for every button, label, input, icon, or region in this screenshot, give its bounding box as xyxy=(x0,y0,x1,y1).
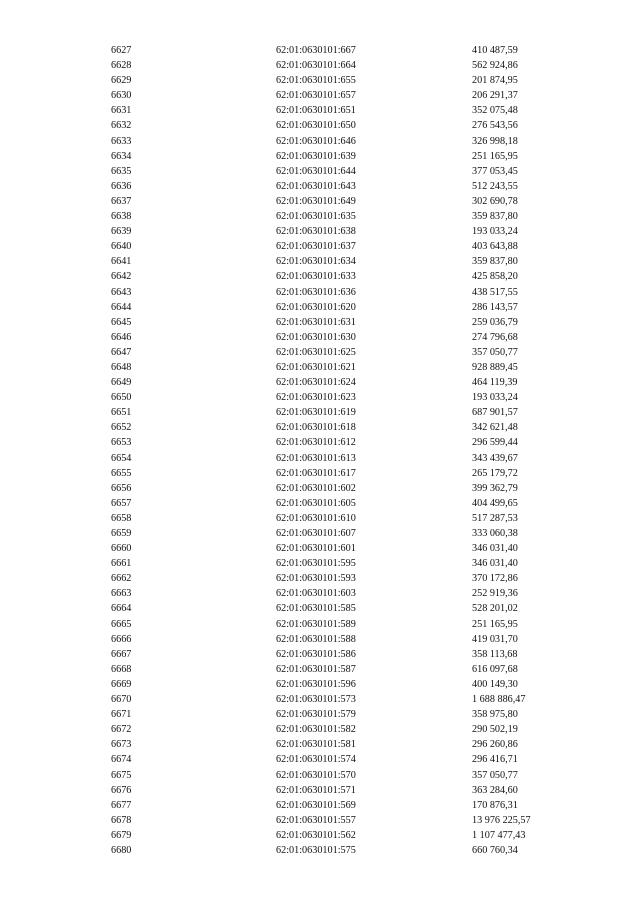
cadastral-value: 251 165,95 xyxy=(472,150,518,162)
row-number: 6644 xyxy=(111,301,132,313)
cadastral-number: 62:01:0630101:623 xyxy=(276,392,356,404)
cadastral-number: 62:01:0630101:612 xyxy=(276,437,356,449)
table-row xyxy=(0,813,640,828)
table-row xyxy=(0,43,640,58)
cadastral-value: 660 760,34 xyxy=(472,844,518,856)
cadastral-value: 358 113,68 xyxy=(472,648,518,660)
table-row xyxy=(0,209,640,224)
row-number: 6663 xyxy=(111,588,132,600)
table-row xyxy=(0,511,640,526)
row-number: 6664 xyxy=(111,603,132,615)
row-number: 6635 xyxy=(111,165,132,177)
cadastral-value: 377 053,45 xyxy=(472,165,518,177)
cadastral-value: 193 033,24 xyxy=(472,226,518,238)
row-number: 6645 xyxy=(111,316,132,328)
cadastral-value: 343 439,67 xyxy=(472,452,518,464)
cadastral-value: 928 889,45 xyxy=(472,361,518,373)
row-number: 6678 xyxy=(111,814,132,826)
cadastral-value: 528 201,02 xyxy=(472,603,518,615)
cadastral-value: 296 416,71 xyxy=(472,754,518,766)
cadastral-value: 265 179,72 xyxy=(472,467,518,479)
table-row xyxy=(0,798,640,813)
cadastral-value: 419 031,70 xyxy=(472,633,518,645)
table-row xyxy=(0,269,640,284)
row-number: 6650 xyxy=(111,392,132,404)
cadastral-value: 170 876,31 xyxy=(472,799,518,811)
table-row xyxy=(0,752,640,767)
cadastral-number: 62:01:0630101:579 xyxy=(276,709,356,721)
table-row xyxy=(0,601,640,616)
table-row xyxy=(0,783,640,798)
row-number: 6627 xyxy=(111,45,132,56)
row-number: 6668 xyxy=(111,663,132,675)
row-number: 6638 xyxy=(111,211,132,223)
cadastral-value: 410 487,59 xyxy=(472,45,518,56)
table-row xyxy=(0,405,640,420)
row-number: 6636 xyxy=(111,180,132,192)
table-row xyxy=(0,194,640,209)
cadastral-number: 62:01:0630101:633 xyxy=(276,271,356,283)
cadastral-number: 62:01:0630101:651 xyxy=(276,105,356,117)
row-number: 6680 xyxy=(111,844,132,856)
row-number: 6677 xyxy=(111,799,132,811)
cadastral-number: 62:01:0630101:625 xyxy=(276,346,356,358)
table-row xyxy=(0,722,640,737)
cadastral-number: 62:01:0630101:619 xyxy=(276,407,356,419)
row-number: 6665 xyxy=(111,618,132,630)
table-row xyxy=(0,662,640,677)
cadastral-number: 62:01:0630101:593 xyxy=(276,573,356,585)
cadastral-value: 358 975,80 xyxy=(472,709,518,721)
cadastral-number: 62:01:0630101:664 xyxy=(276,60,356,72)
cadastral-number: 62:01:0630101:631 xyxy=(276,316,356,328)
cadastral-number: 62:01:0630101:638 xyxy=(276,226,356,238)
cadastral-number: 62:01:0630101:582 xyxy=(276,724,356,736)
row-number: 6631 xyxy=(111,105,132,117)
table-row xyxy=(0,164,640,179)
table-row xyxy=(0,134,640,149)
cadastral-number: 62:01:0630101:667 xyxy=(276,45,356,56)
table-row xyxy=(0,88,640,103)
table-row xyxy=(0,692,640,707)
table-row xyxy=(0,768,640,783)
cadastral-number: 62:01:0630101:601 xyxy=(276,543,356,555)
cadastral-number: 62:01:0630101:603 xyxy=(276,588,356,600)
table-row xyxy=(0,179,640,194)
cadastral-value: 464 119,39 xyxy=(472,377,518,389)
table-row xyxy=(0,420,640,435)
table-row xyxy=(0,571,640,586)
cadastral-number: 62:01:0630101:621 xyxy=(276,361,356,373)
cadastral-number: 62:01:0630101:646 xyxy=(276,135,356,147)
cadastral-number: 62:01:0630101:636 xyxy=(276,286,356,298)
cadastral-number: 62:01:0630101:637 xyxy=(276,241,356,253)
row-number: 6642 xyxy=(111,271,132,283)
cadastral-value: 357 050,77 xyxy=(472,769,518,781)
cadastral-number: 62:01:0630101:588 xyxy=(276,633,356,645)
document-table xyxy=(0,43,640,858)
cadastral-value: 342 621,48 xyxy=(472,422,518,434)
cadastral-value: 193 033,24 xyxy=(472,392,518,404)
row-number: 6639 xyxy=(111,226,132,238)
cadastral-value: 346 031,40 xyxy=(472,558,518,570)
row-number: 6679 xyxy=(111,829,132,841)
row-number: 6632 xyxy=(111,120,132,132)
cadastral-number: 62:01:0630101:569 xyxy=(276,799,356,811)
row-number: 6674 xyxy=(111,754,132,766)
row-number: 6670 xyxy=(111,694,132,706)
row-number: 6651 xyxy=(111,407,132,419)
cadastral-value: 399 362,79 xyxy=(472,482,518,494)
cadastral-number: 62:01:0630101:589 xyxy=(276,618,356,630)
row-number: 6672 xyxy=(111,724,132,736)
table-row xyxy=(0,300,640,315)
row-number: 6669 xyxy=(111,678,132,690)
table-row xyxy=(0,556,640,571)
row-number: 6675 xyxy=(111,769,132,781)
cadastral-value: 687 901,57 xyxy=(472,407,518,419)
cadastral-value: 616 097,68 xyxy=(472,663,518,675)
table-row xyxy=(0,285,640,300)
row-number: 6671 xyxy=(111,709,132,721)
table-row xyxy=(0,828,640,843)
cadastral-value: 425 858,20 xyxy=(472,271,518,283)
row-number: 6641 xyxy=(111,256,132,268)
cadastral-number: 62:01:0630101:605 xyxy=(276,497,356,509)
cadastral-value: 438 517,55 xyxy=(472,286,518,298)
table-row xyxy=(0,647,640,662)
cadastral-number: 62:01:0630101:634 xyxy=(276,256,356,268)
cadastral-number: 62:01:0630101:575 xyxy=(276,844,356,856)
cadastral-value: 206 291,37 xyxy=(472,90,518,102)
row-number: 6630 xyxy=(111,90,132,102)
table-row xyxy=(0,737,640,752)
row-number: 6643 xyxy=(111,286,132,298)
cadastral-number: 62:01:0630101:655 xyxy=(276,75,356,87)
table-row xyxy=(0,617,640,632)
row-number: 6647 xyxy=(111,346,132,358)
row-number: 6662 xyxy=(111,573,132,585)
cadastral-number: 62:01:0630101:570 xyxy=(276,769,356,781)
cadastral-number: 62:01:0630101:643 xyxy=(276,180,356,192)
cadastral-value: 276 543,56 xyxy=(472,120,518,132)
cadastral-value: 363 284,60 xyxy=(472,784,518,796)
cadastral-number: 62:01:0630101:624 xyxy=(276,377,356,389)
cadastral-number: 62:01:0630101:585 xyxy=(276,603,356,615)
cadastral-number: 62:01:0630101:596 xyxy=(276,678,356,690)
table-row xyxy=(0,466,640,481)
cadastral-value: 296 599,44 xyxy=(472,437,518,449)
table-row xyxy=(0,315,640,330)
row-number: 6633 xyxy=(111,135,132,147)
table-row xyxy=(0,707,640,722)
cadastral-number: 62:01:0630101:644 xyxy=(276,165,356,177)
table-row xyxy=(0,481,640,496)
cadastral-number: 62:01:0630101:586 xyxy=(276,648,356,660)
row-number: 6653 xyxy=(111,437,132,449)
cadastral-value: 1 107 477,43 xyxy=(472,829,526,841)
table-row xyxy=(0,451,640,466)
table-row xyxy=(0,224,640,239)
table-row xyxy=(0,345,640,360)
cadastral-value: 346 031,40 xyxy=(472,543,518,555)
table-row xyxy=(0,541,640,556)
cadastral-number: 62:01:0630101:610 xyxy=(276,512,356,524)
cadastral-value: 404 499,65 xyxy=(472,497,518,509)
cadastral-value: 333 060,38 xyxy=(472,528,518,539)
cadastral-value: 357 050,77 xyxy=(472,346,518,358)
cadastral-value: 286 143,57 xyxy=(472,301,518,313)
cadastral-number: 62:01:0630101:649 xyxy=(276,195,356,207)
cadastral-number: 62:01:0630101:602 xyxy=(276,482,356,494)
cadastral-number: 62:01:0630101:639 xyxy=(276,150,356,162)
row-number: 6637 xyxy=(111,195,132,207)
table-row xyxy=(0,526,640,541)
row-number: 6658 xyxy=(111,512,132,524)
row-number: 6629 xyxy=(111,75,132,87)
cadastral-value: 326 998,18 xyxy=(472,135,518,147)
table-row xyxy=(0,330,640,345)
row-number: 6652 xyxy=(111,422,132,434)
row-number: 6659 xyxy=(111,528,132,539)
cadastral-number: 62:01:0630101:573 xyxy=(276,694,356,706)
cadastral-value: 352 075,48 xyxy=(472,105,518,117)
row-number: 6649 xyxy=(111,377,132,389)
table-row xyxy=(0,496,640,511)
row-number: 6656 xyxy=(111,482,132,494)
row-number: 6667 xyxy=(111,648,132,660)
table-row xyxy=(0,58,640,73)
row-number: 6657 xyxy=(111,497,132,509)
row-number: 6646 xyxy=(111,331,132,343)
cadastral-value: 296 260,86 xyxy=(472,739,518,751)
row-number: 6640 xyxy=(111,241,132,253)
table-row xyxy=(0,118,640,133)
table-row xyxy=(0,254,640,269)
cadastral-value: 400 149,30 xyxy=(472,678,518,690)
cadastral-value: 359 837,80 xyxy=(472,256,518,268)
cadastral-value: 251 165,95 xyxy=(472,618,518,630)
cadastral-number: 62:01:0630101:607 xyxy=(276,528,356,539)
row-number: 6660 xyxy=(111,543,132,555)
cadastral-value: 562 924,86 xyxy=(472,60,518,72)
table-row xyxy=(0,843,640,858)
row-number: 6648 xyxy=(111,361,132,373)
cadastral-number: 62:01:0630101:635 xyxy=(276,211,356,223)
cadastral-value: 259 036,79 xyxy=(472,316,518,328)
cadastral-value: 517 287,53 xyxy=(472,512,518,524)
cadastral-number: 62:01:0630101:557 xyxy=(276,814,356,826)
cadastral-number: 62:01:0630101:630 xyxy=(276,331,356,343)
cadastral-value: 359 837,80 xyxy=(472,211,518,223)
cadastral-number: 62:01:0630101:657 xyxy=(276,90,356,102)
row-number: 6673 xyxy=(111,739,132,751)
cadastral-value: 13 976 225,57 xyxy=(472,814,531,826)
cadastral-number: 62:01:0630101:595 xyxy=(276,558,356,570)
cadastral-number: 62:01:0630101:581 xyxy=(276,739,356,751)
table-row xyxy=(0,103,640,118)
table-row xyxy=(0,586,640,601)
cadastral-number: 62:01:0630101:617 xyxy=(276,467,356,479)
cadastral-number: 62:01:0630101:562 xyxy=(276,829,356,841)
cadastral-value: 512 243,55 xyxy=(472,180,518,192)
table-row xyxy=(0,375,640,390)
row-number: 6661 xyxy=(111,558,132,570)
table-row xyxy=(0,632,640,647)
row-number: 6666 xyxy=(111,633,132,645)
cadastral-value: 274 796,68 xyxy=(472,331,518,343)
cadastral-number: 62:01:0630101:618 xyxy=(276,422,356,434)
cadastral-number: 62:01:0630101:574 xyxy=(276,754,356,766)
cadastral-value: 403 643,88 xyxy=(472,241,518,253)
table-row xyxy=(0,435,640,450)
cadastral-number: 62:01:0630101:650 xyxy=(276,120,356,132)
cadastral-number: 62:01:0630101:587 xyxy=(276,663,356,675)
cadastral-value: 201 874,95 xyxy=(472,75,518,87)
table-row xyxy=(0,677,640,692)
row-number: 6654 xyxy=(111,452,132,464)
row-number: 6634 xyxy=(111,150,132,162)
table-row xyxy=(0,360,640,375)
cadastral-number: 62:01:0630101:613 xyxy=(276,452,356,464)
table-row xyxy=(0,73,640,88)
row-number: 6676 xyxy=(111,784,132,796)
table-row xyxy=(0,149,640,164)
table-row xyxy=(0,239,640,254)
cadastral-value: 290 502,19 xyxy=(472,724,518,736)
row-number: 6655 xyxy=(111,467,132,479)
cadastral-number: 62:01:0630101:571 xyxy=(276,784,356,796)
cadastral-value: 370 172,86 xyxy=(472,573,518,585)
cadastral-value: 302 690,78 xyxy=(472,195,518,207)
row-number: 6628 xyxy=(111,60,132,72)
table-row xyxy=(0,390,640,405)
cadastral-number: 62:01:0630101:620 xyxy=(276,301,356,313)
cadastral-value: 252 919,36 xyxy=(472,588,518,600)
cadastral-value: 1 688 886,47 xyxy=(472,694,526,706)
